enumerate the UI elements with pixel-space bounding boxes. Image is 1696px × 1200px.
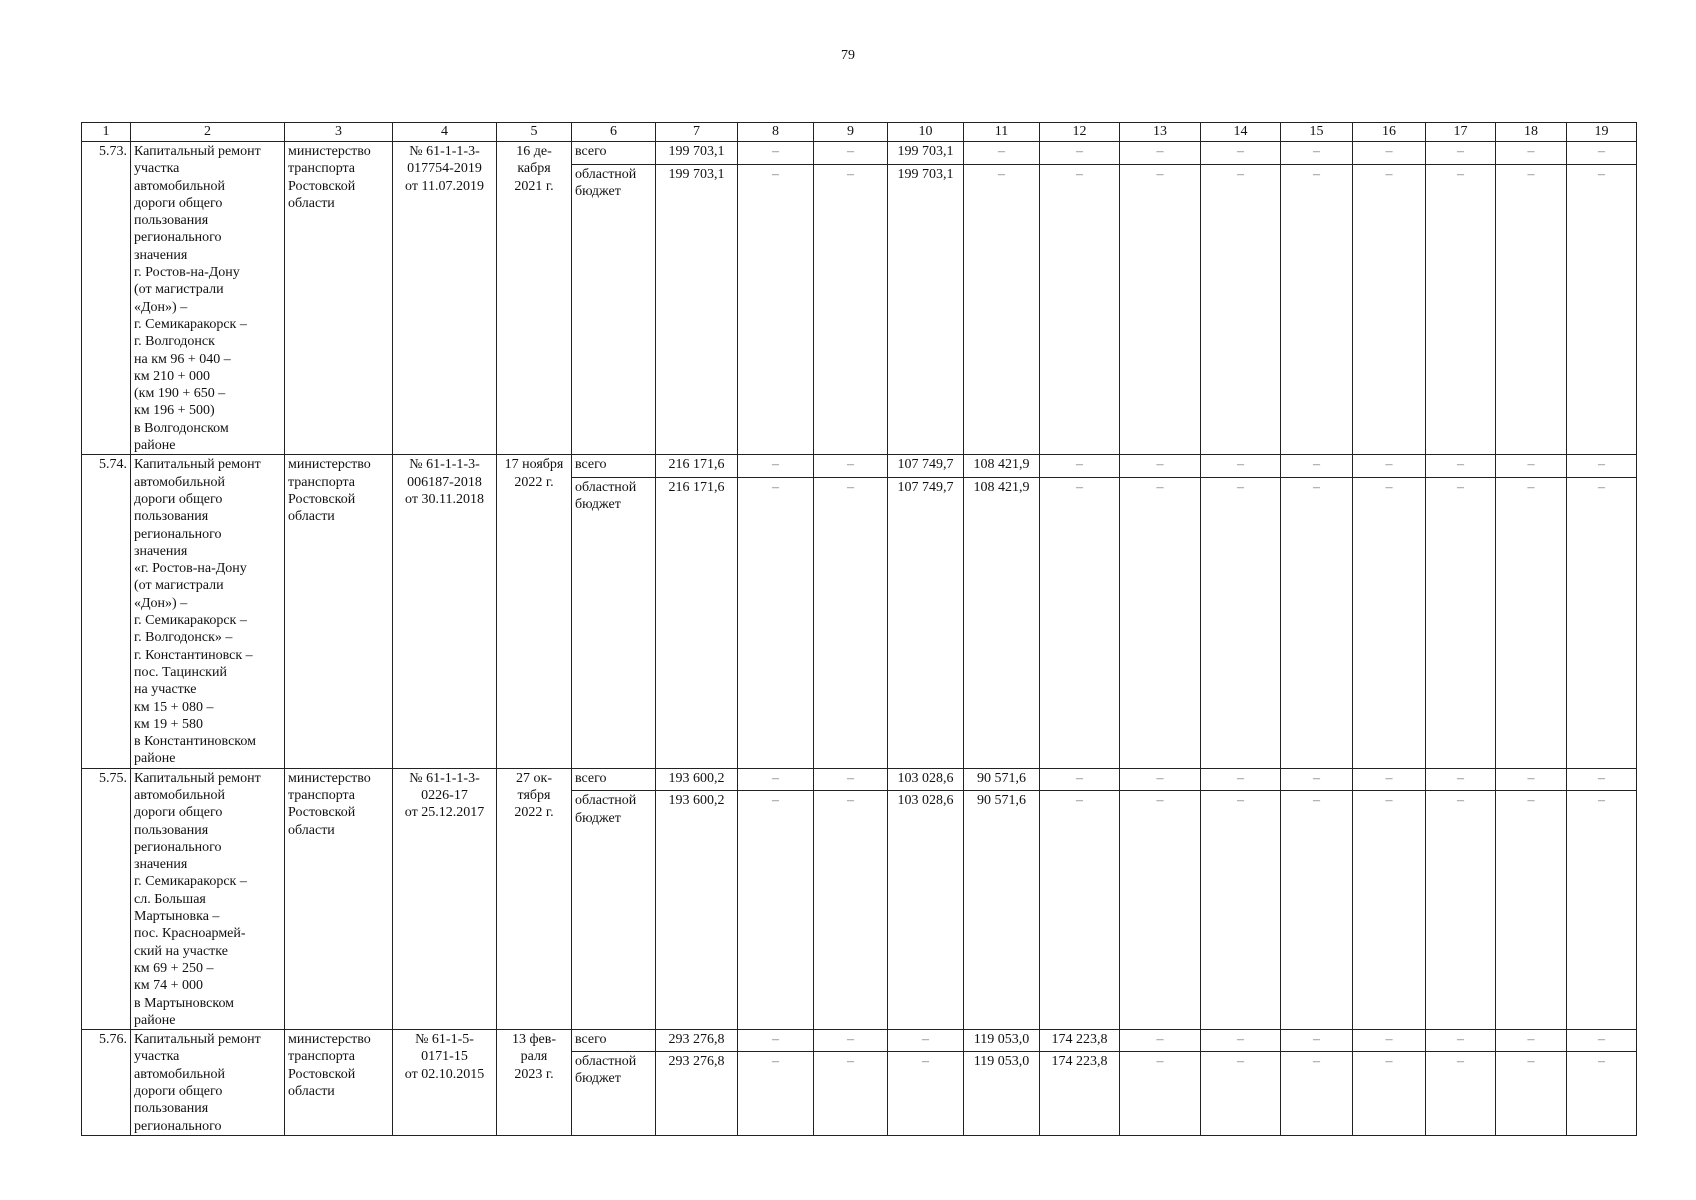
amount-cell: – bbox=[1496, 164, 1567, 455]
project-document: № 61-1-1-3- 017754-2019 от 11.07.2019 bbox=[393, 142, 497, 455]
amount-cell: 119 053,0 bbox=[964, 1030, 1040, 1052]
amount-cell: – bbox=[1201, 1030, 1281, 1052]
funding-source: всего bbox=[572, 142, 656, 165]
amount-cell: – bbox=[738, 1030, 814, 1052]
amount-cell: – bbox=[1281, 1030, 1353, 1052]
amount-cell: – bbox=[1201, 164, 1281, 455]
amount-cell: – bbox=[1201, 142, 1281, 165]
table-row bbox=[82, 142, 1637, 165]
amount-cell: – bbox=[814, 1052, 888, 1136]
project-document: № 61-1-5- 0171-15 от 02.10.2015 bbox=[393, 1030, 497, 1136]
amount-cell: – bbox=[1567, 1052, 1637, 1136]
amount-cell: – bbox=[1120, 1030, 1201, 1052]
project-document: № 61-1-1-3- 006187-2018 от 30.11.2018 bbox=[393, 455, 497, 768]
amount-cell: 90 571,6 bbox=[964, 791, 1040, 1030]
amount-cell: 103 028,6 bbox=[888, 791, 964, 1030]
amount-cell: – bbox=[1281, 768, 1353, 791]
page-number: 79 bbox=[841, 48, 855, 63]
amount-cell: – bbox=[1496, 1052, 1567, 1136]
row-number: 5.73. bbox=[82, 142, 131, 455]
amount-cell: – bbox=[1281, 455, 1353, 478]
amount-cell: – bbox=[1281, 164, 1353, 455]
table-row bbox=[82, 768, 1637, 791]
amount-cell: – bbox=[1353, 1052, 1426, 1136]
amount-cell: – bbox=[1426, 477, 1496, 768]
program-table bbox=[81, 122, 1637, 1136]
amount-cell: – bbox=[1426, 142, 1496, 165]
amount-cell: – bbox=[1120, 164, 1201, 455]
funding-source: областной бюджет bbox=[572, 1052, 656, 1136]
amount-cell: – bbox=[1496, 768, 1567, 791]
amount-cell: 293 276,8 bbox=[656, 1052, 738, 1136]
amount-cell: – bbox=[1567, 142, 1637, 165]
table-row bbox=[82, 1030, 1637, 1052]
amount-cell: – bbox=[1353, 142, 1426, 165]
amount-cell: – bbox=[1567, 791, 1637, 1030]
amount-cell: 193 600,2 bbox=[656, 768, 738, 791]
amount-cell: – bbox=[1567, 455, 1637, 478]
amount-cell: 174 223,8 bbox=[1040, 1030, 1120, 1052]
customer: министерство транспорта Ростовской области bbox=[285, 455, 393, 768]
project-document: № 61-1-1-3- 0226-17 от 25.12.2017 bbox=[393, 768, 497, 1029]
amount-cell: – bbox=[1201, 455, 1281, 478]
amount-cell: – bbox=[1281, 791, 1353, 1030]
amount-cell: – bbox=[1201, 768, 1281, 791]
amount-cell: – bbox=[1120, 768, 1201, 791]
amount-cell: – bbox=[814, 477, 888, 768]
amount-cell: – bbox=[738, 142, 814, 165]
funding-source: областной бюджет bbox=[572, 477, 656, 768]
amount-cell: – bbox=[1201, 1052, 1281, 1136]
amount-cell: – bbox=[1353, 455, 1426, 478]
amount-cell: – bbox=[738, 164, 814, 455]
row-number: 5.74. bbox=[82, 455, 131, 768]
amount-cell: 193 600,2 bbox=[656, 791, 738, 1030]
amount-cell: – bbox=[814, 768, 888, 791]
completion-date: 27 ок- тября 2022 г. bbox=[497, 768, 572, 1029]
amount-cell: – bbox=[964, 164, 1040, 455]
col-header: 5 bbox=[497, 123, 572, 142]
col-header: 11 bbox=[964, 123, 1040, 142]
amount-cell: – bbox=[1496, 455, 1567, 478]
col-header: 16 bbox=[1353, 123, 1426, 142]
project-name: Капитальный ремонт автомобильной дороги общего пользования регионального значения г. Семикаракорск – сл. Большая Мартыновка – пос. Красноармей- ский на участке км 69 + 250 – км 74 + 000 в Мартыновском районе bbox=[131, 768, 285, 1029]
col-header: 2 bbox=[131, 123, 285, 142]
amount-cell: 90 571,6 bbox=[964, 768, 1040, 791]
amount-cell: – bbox=[1040, 791, 1120, 1030]
amount-cell: – bbox=[738, 477, 814, 768]
completion-date: 16 де- кабря 2021 г. bbox=[497, 142, 572, 455]
row-number: 5.75. bbox=[82, 768, 131, 1029]
col-header: 12 bbox=[1040, 123, 1120, 142]
amount-cell: – bbox=[1496, 477, 1567, 768]
project-name: Капитальный ремонт участка автомобильной дороги общего пользования регионального значения г. Ростов-на-Дону (от магистрали «Дон») – г. Семикаракорск – г. Волгодонск на км 96 + 040 – км 210 + 000 (км 190 + 650 – км 196 + 500) в Волгодонском районе bbox=[131, 142, 285, 455]
col-header: 8 bbox=[738, 123, 814, 142]
col-header: 1 bbox=[82, 123, 131, 142]
col-header: 14 bbox=[1201, 123, 1281, 142]
amount-cell: – bbox=[1426, 768, 1496, 791]
amount-cell: – bbox=[1426, 1030, 1496, 1052]
column-number-header-row bbox=[82, 123, 1637, 142]
amount-cell: – bbox=[1353, 1030, 1426, 1052]
amount-cell: – bbox=[738, 791, 814, 1030]
amount-cell: – bbox=[738, 1052, 814, 1136]
amount-cell: – bbox=[1201, 791, 1281, 1030]
amount-cell: – bbox=[1120, 455, 1201, 478]
amount-cell: – bbox=[1426, 1052, 1496, 1136]
amount-cell: – bbox=[814, 455, 888, 478]
col-header: 18 bbox=[1496, 123, 1567, 142]
customer: министерство транспорта Ростовской области bbox=[285, 1030, 393, 1136]
funding-source: всего bbox=[572, 768, 656, 791]
amount-cell: – bbox=[1567, 768, 1637, 791]
amount-cell: – bbox=[1040, 164, 1120, 455]
amount-cell: – bbox=[888, 1052, 964, 1136]
completion-date: 17 ноября 2022 г. bbox=[497, 455, 572, 768]
amount-cell: 103 028,6 bbox=[888, 768, 964, 791]
col-header: 9 bbox=[814, 123, 888, 142]
amount-cell: – bbox=[1496, 791, 1567, 1030]
amount-cell: – bbox=[1353, 164, 1426, 455]
completion-date: 13 фев- раля 2023 г. bbox=[497, 1030, 572, 1136]
amount-cell: – bbox=[1040, 142, 1120, 165]
amount-cell: 108 421,9 bbox=[964, 455, 1040, 478]
customer: министерство транспорта Ростовской области bbox=[285, 142, 393, 455]
amount-cell: – bbox=[1567, 1030, 1637, 1052]
amount-cell: – bbox=[1281, 477, 1353, 768]
col-header: 15 bbox=[1281, 123, 1353, 142]
col-header: 7 bbox=[656, 123, 738, 142]
col-header: 10 bbox=[888, 123, 964, 142]
funding-source: всего bbox=[572, 1030, 656, 1052]
funding-source: областной бюджет bbox=[572, 164, 656, 455]
amount-cell: – bbox=[888, 1030, 964, 1052]
col-header: 19 bbox=[1567, 123, 1637, 142]
col-header: 17 bbox=[1426, 123, 1496, 142]
row-number: 5.76. bbox=[82, 1030, 131, 1136]
project-name: Капитальный ремонт участка автомобильной дороги общего пользования регионального bbox=[131, 1030, 285, 1136]
amount-cell: – bbox=[1353, 477, 1426, 768]
col-header: 4 bbox=[393, 123, 497, 142]
amount-cell: 199 703,1 bbox=[656, 164, 738, 455]
amount-cell: – bbox=[1040, 477, 1120, 768]
amount-cell: – bbox=[814, 164, 888, 455]
project-name: Капитальный ремонт автомобильной дороги общего пользования регионального значения «г. Ростов-на-Дону (от магистрали «Дон») – г. Семикаракорск – г. Волгодонск» – г. Константиновск – пос. Тацинский на участке км 15 + 080 – км 19 + 580 в Константиновском районе bbox=[131, 455, 285, 768]
funding-source: всего bbox=[572, 455, 656, 478]
amount-cell: 107 749,7 bbox=[888, 455, 964, 478]
funding-source: областной бюджет bbox=[572, 791, 656, 1030]
amount-cell: 216 171,6 bbox=[656, 455, 738, 478]
amount-cell: – bbox=[814, 791, 888, 1030]
amount-cell: – bbox=[738, 768, 814, 791]
amount-cell: – bbox=[1281, 142, 1353, 165]
amount-cell: – bbox=[1120, 1052, 1201, 1136]
amount-cell: – bbox=[814, 142, 888, 165]
amount-cell: – bbox=[1353, 768, 1426, 791]
table-row bbox=[82, 455, 1637, 478]
amount-cell: – bbox=[1040, 455, 1120, 478]
amount-cell: – bbox=[1281, 1052, 1353, 1136]
amount-cell: – bbox=[964, 142, 1040, 165]
amount-cell: 119 053,0 bbox=[964, 1052, 1040, 1136]
amount-cell: – bbox=[1201, 477, 1281, 768]
amount-cell: – bbox=[1120, 791, 1201, 1030]
amount-cell: – bbox=[1120, 477, 1201, 768]
customer: министерство транспорта Ростовской области bbox=[285, 768, 393, 1029]
amount-cell: 174 223,8 bbox=[1040, 1052, 1120, 1136]
amount-cell: 199 703,1 bbox=[888, 142, 964, 165]
amount-cell: – bbox=[1567, 477, 1637, 768]
amount-cell: 293 276,8 bbox=[656, 1030, 738, 1052]
amount-cell: – bbox=[1496, 142, 1567, 165]
col-header: 3 bbox=[285, 123, 393, 142]
amount-cell: – bbox=[1120, 142, 1201, 165]
amount-cell: – bbox=[1426, 791, 1496, 1030]
amount-cell: – bbox=[738, 455, 814, 478]
amount-cell: – bbox=[1040, 768, 1120, 791]
amount-cell: 199 703,1 bbox=[888, 164, 964, 455]
amount-cell: – bbox=[1426, 164, 1496, 455]
amount-cell: – bbox=[1353, 791, 1426, 1030]
amount-cell: 216 171,6 bbox=[656, 477, 738, 768]
amount-cell: 108 421,9 bbox=[964, 477, 1040, 768]
col-header: 6 bbox=[572, 123, 656, 142]
amount-cell: – bbox=[1496, 1030, 1567, 1052]
amount-cell: – bbox=[1426, 455, 1496, 478]
amount-cell: 199 703,1 bbox=[656, 142, 738, 165]
amount-cell: 107 749,7 bbox=[888, 477, 964, 768]
amount-cell: – bbox=[814, 1030, 888, 1052]
col-header: 13 bbox=[1120, 123, 1201, 142]
amount-cell: – bbox=[1567, 164, 1637, 455]
